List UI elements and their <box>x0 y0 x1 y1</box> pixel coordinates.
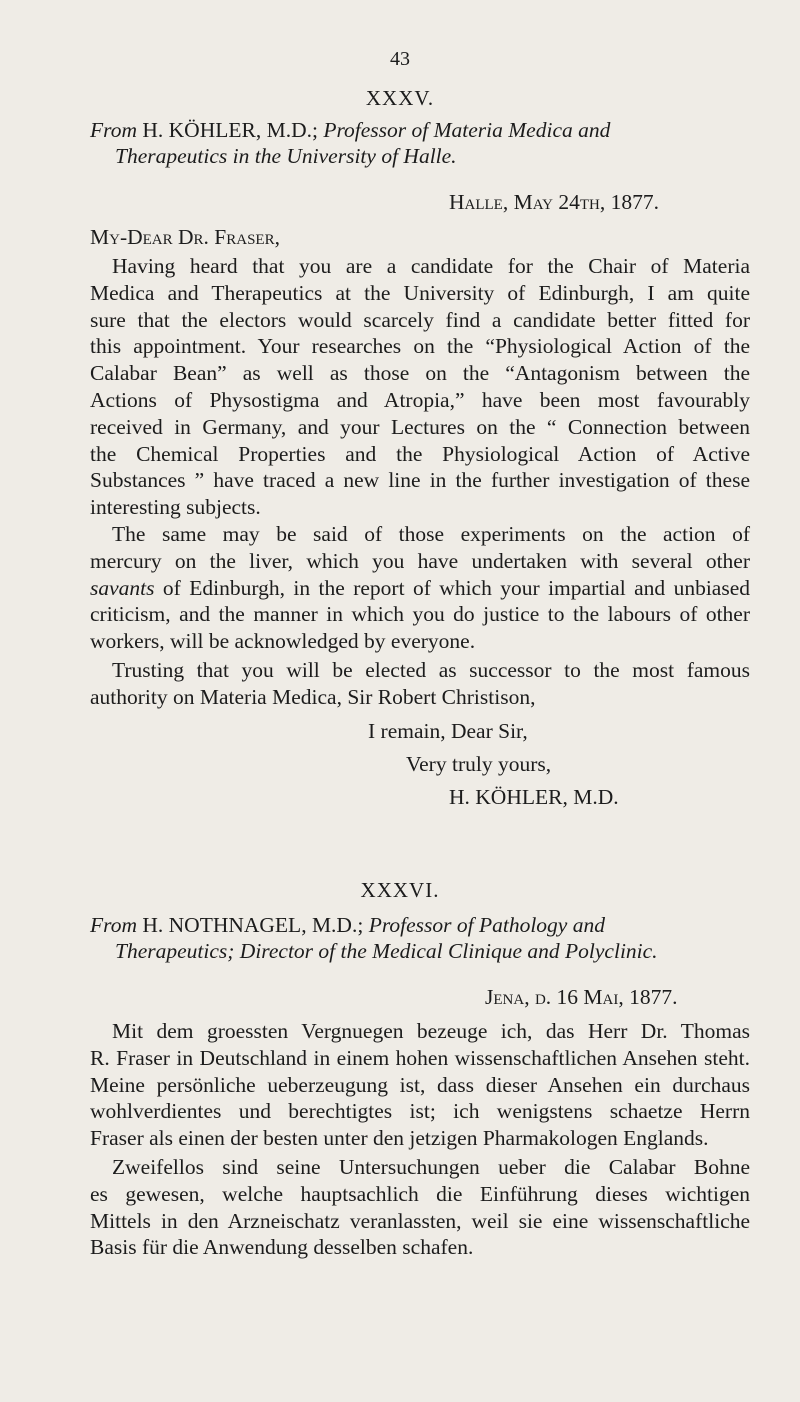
author-title-1: Professor of Materia Medica and <box>323 118 611 142</box>
text-line: Substances ” have traced a new line in the further investigation of these <box>90 468 750 493</box>
closing-line-1: I remain, Dear Sir, <box>368 719 528 743</box>
author-name: H. NOTHNAGEL, M.D.; <box>142 913 364 937</box>
text-line: Actions of Physostigma and Atropia,” have been most favourably <box>90 387 750 412</box>
text-line: savants of Edinburgh, in the report of which your impartial and unbiased <box>90 575 750 600</box>
text-line: Trusting that you will be elected as successor to the most famous <box>112 658 750 682</box>
author-title-2: Therapeutics in the University of Halle. <box>115 144 457 168</box>
page-number: 43 <box>390 48 410 70</box>
text-line: wohlverdientes und berechtigtes ist; ich wenigstens schaetze Herrn <box>90 1099 750 1124</box>
letter-2-from-line <box>90 912 750 939</box>
from-label: From <box>90 118 137 142</box>
text-line: this appointment. Your researches on the “Physiological Action of the <box>90 334 750 359</box>
closing-line-2: Very truly yours, <box>406 752 552 776</box>
italic-word: savants <box>90 575 155 600</box>
text-line: authority on Materia Medica, Sir Robert Christison, <box>90 684 536 709</box>
letter-1-paragraph-3 <box>90 657 750 711</box>
text-line: es gewesen, welche hauptsachlich die Einführung dieses wichtigen <box>90 1181 750 1206</box>
text-line: Mit dem groessten Vergnuegen bezeuge ich, das Herr Dr. Thomas <box>112 1019 750 1043</box>
signature: H. KÖHLER, M.D. <box>449 785 619 809</box>
author-title-1: Professor of Pathology and <box>368 913 605 937</box>
letter-1-paragraph-1 <box>90 253 750 521</box>
from-label: From <box>90 913 137 937</box>
text-line: The same may be said of those experiments on the action of <box>112 522 750 546</box>
text-line: received in Germany, and your Lectures on the “ Connection between <box>90 414 750 439</box>
text-line: Having heard that you are a candidate for the Chair of Materia <box>112 254 750 278</box>
author-name: H. KÖHLER, M.D.; <box>142 118 318 142</box>
text-line: criticism, and the manner in which you do justice to the labours of other <box>90 602 750 627</box>
text-line: Medica and Therapeutics at the University of Edinburgh, I am quite <box>90 280 750 305</box>
dateline-halle: Halle, May 24th, 1877. <box>449 190 659 214</box>
text-line: workers, will be acknowledged by everyone. <box>90 629 476 654</box>
text-line: Basis für die Anwendung desselben schafen. <box>90 1235 474 1260</box>
letter-2-paragraph-1 <box>90 1018 750 1152</box>
letter-1-from-line <box>90 117 750 144</box>
salutation: My-Dear Dr. Fraser, <box>90 225 280 249</box>
letter-heading-xxxv: XXXV. <box>365 86 435 110</box>
text-line: Mittels in den Arzneischatz veranlassten, weil sie eine wissenschaftliche <box>90 1208 750 1233</box>
text-line: Zweifellos sind seine Untersuchungen ueber die Calabar Bohne <box>112 1155 750 1179</box>
text-line: R. Fraser in Deutschland in einem hohen wissenschaftlichen Ansehen steht. <box>90 1045 750 1070</box>
text-line: Calabar Bean” as well as those on the “Antagonism between the <box>90 361 750 386</box>
text-line: Fraser als einen der besten unter den jetzigen Pharmakologen Englands. <box>90 1126 709 1151</box>
text-line: Meine persönliche ueberzeugung ist, dass dieser Ansehen ein durchaus <box>90 1072 750 1097</box>
letter-1-paragraph-2 <box>90 521 750 655</box>
dateline-jena: Jena, d. 16 Mai, 1877. <box>485 985 678 1009</box>
letter-heading-xxxvi: XXXVI. <box>360 878 440 902</box>
text-line: mercury on the liver, which you have undertaken with several other <box>90 548 750 573</box>
text-line: interesting subjects. <box>90 495 261 520</box>
letter-2-paragraph-2 <box>90 1154 750 1261</box>
author-title-2: Therapeutics; Director of the Medical Clinique and Polyclinic. <box>115 939 658 963</box>
text-line: sure that the electors would scarcely find a candidate better fitted for <box>90 307 750 332</box>
text-line: the Chemical Properties and the Physiological Action of Active <box>90 441 750 466</box>
